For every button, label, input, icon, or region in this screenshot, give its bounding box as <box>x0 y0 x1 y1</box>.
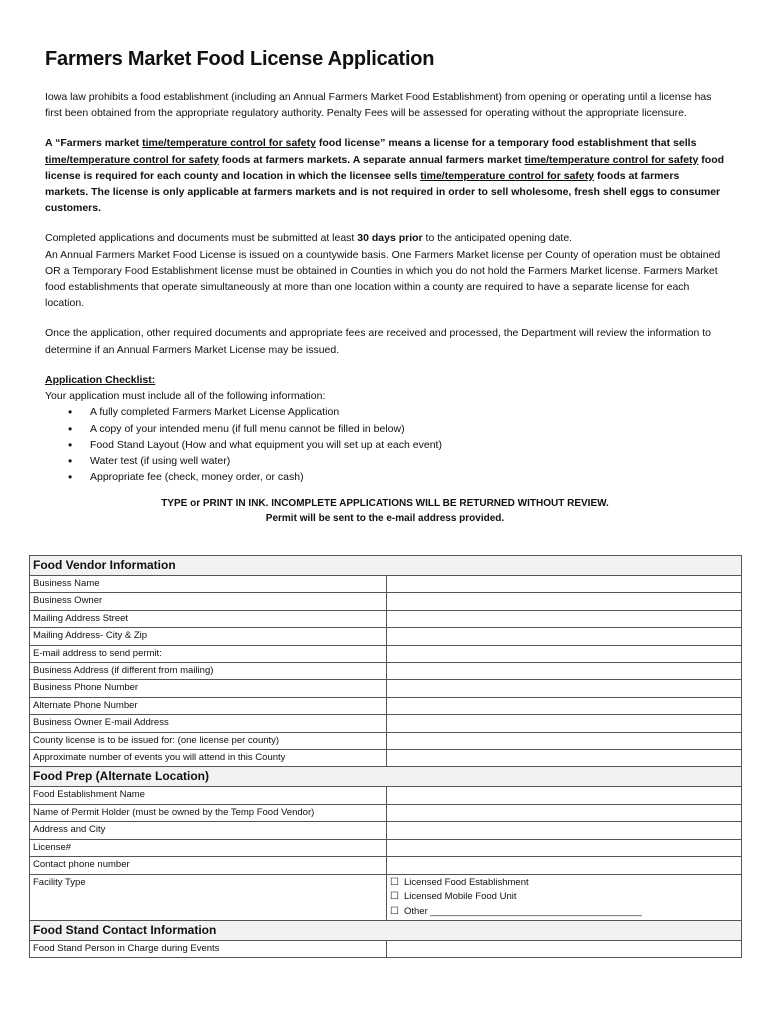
page-title: Farmers Market Food License Application <box>45 48 435 70</box>
field-label: Business Owner <box>30 593 387 610</box>
submission-paragraph: Completed applications and documents must be submitted at least 30 days prior to the anticipated opening date. An Annual Farmers Market Food License is issued on a countywide basis. One Farmers Market license per County of operation must be obtained OR a Temporary Food Establishment license must be obtained in Counties in which you do not hold the Farmers Market license. Farmers Market food establishments that operate simultaneously at more than one location within a county are required to have a separate license for each location. <box>45 232 721 310</box>
vendor-section-header <box>30 556 742 576</box>
form-row <box>30 645 742 662</box>
county-field[interactable] <box>387 732 742 749</box>
field-label: Business Owner E-mail Address <box>30 715 387 732</box>
application-form-table <box>29 555 742 958</box>
business-address-field[interactable] <box>387 663 742 680</box>
field-label: Address and City <box>30 822 387 839</box>
application-checklist <box>45 372 725 486</box>
intro-paragraph: Iowa law prohibits a food establishment (including an Annual Farmers Market Food Establishment) from opening or operating until a license has first been obtained from the appropriate regulatory authority. Penalty Fees will be assessed for operating without the appropriate licensure. <box>45 91 712 120</box>
business-name-field[interactable] <box>387 576 742 593</box>
field-label: Business Name <box>30 576 387 593</box>
checkbox-icon[interactable]: ☐ <box>390 876 399 888</box>
form-row <box>30 610 742 627</box>
mailing-street-field[interactable] <box>387 610 742 627</box>
field-label: Mailing Address- City & Zip <box>30 628 387 645</box>
ink-notice <box>45 496 725 527</box>
permit-email-field[interactable] <box>387 645 742 662</box>
form-row <box>30 804 742 821</box>
checklist-item: • Water test (if using well water) <box>90 453 725 469</box>
checklist-item: • A copy of your intended menu (if full menu cannot be filled in below) <box>90 421 725 437</box>
form-row <box>30 750 742 767</box>
checkbox-icon[interactable]: ☐ <box>390 891 399 902</box>
field-label: Contact phone number <box>30 857 387 874</box>
event-count-field[interactable] <box>387 750 742 767</box>
form-row <box>30 822 742 839</box>
document-page <box>45 48 725 527</box>
definition-paragraph: A “Farmers market time/temperature control for safety food license” means a license for a temporary food establishment that sells time/temperature control for safety foods at farmers markets. A separate annual farmers market time/temperature control for safety food license is required for each county and location in which the licensee sells time/temperature control for safety foods at farmers markets. The license is only applicable at farmers markets and is not required in order to sell wholesome, fresh shell eggs to consumer customers. <box>45 137 725 215</box>
form-row <box>30 593 742 610</box>
notice-line-1: TYPE or PRINT IN INK. INCOMPLETE APPLICATIONS WILL BE RETURNED WITHOUT REVIEW. <box>161 497 609 509</box>
field-label: Food Stand Person in Charge during Events <box>30 941 387 958</box>
business-owner-field[interactable] <box>387 593 742 610</box>
checklist-title: Application Checklist: <box>45 373 156 386</box>
checklist-item: • Appropriate fee (check, money order, or cash) <box>90 469 725 485</box>
field-label: Name of Permit Holder (must be owned by the Temp Food Vendor) <box>30 804 387 821</box>
form-row <box>30 663 742 680</box>
review-paragraph: Once the application, other required documents and appropriate fees are received and processed, the Department will review the information to determine if an Annual Farmers Market License may be issued. <box>45 327 711 356</box>
person-in-charge-field[interactable] <box>387 941 742 958</box>
mailing-city-zip-field[interactable] <box>387 628 742 645</box>
address-city-field[interactable] <box>387 822 742 839</box>
notice-line-2: Permit will be sent to the e-mail address provided. <box>265 513 505 525</box>
form-row <box>30 941 742 958</box>
facility-option[interactable]: ☐ Other ________________________________________ <box>390 905 738 920</box>
checklist-list <box>45 404 725 485</box>
license-number-field[interactable] <box>387 839 742 856</box>
field-label: License# <box>30 839 387 856</box>
form-row <box>30 787 742 804</box>
form-row <box>30 697 742 714</box>
checklist-lead: Your application must include all of the following information: <box>45 390 326 403</box>
owner-email-field[interactable] <box>387 715 742 732</box>
facility-option[interactable]: ☐ Licensed Food Establishment <box>390 876 738 891</box>
field-label: Business Address (if different from mailing) <box>30 663 387 680</box>
field-label: Food Establishment Name <box>30 787 387 804</box>
business-phone-field[interactable] <box>387 680 742 697</box>
permit-holder-field[interactable] <box>387 804 742 821</box>
contact-phone-field[interactable] <box>387 857 742 874</box>
field-label: Facility Type <box>30 874 387 921</box>
section-title: Food Stand Contact Information <box>30 921 742 941</box>
field-label: Approximate number of events you will attend in this County <box>30 750 387 767</box>
facility-type-options <box>387 874 742 921</box>
form-row <box>30 628 742 645</box>
prep-section-header <box>30 767 742 787</box>
section-title: Food Prep (Alternate Location) <box>30 767 742 787</box>
checklist-item: • A fully completed Farmers Market License Application <box>90 404 725 420</box>
section-title: Food Vendor Information <box>30 556 742 576</box>
field-label: Alternate Phone Number <box>30 697 387 714</box>
form-row <box>30 874 742 921</box>
checkbox-icon[interactable]: ☐ <box>390 905 399 917</box>
form-row <box>30 732 742 749</box>
form-row <box>30 680 742 697</box>
form-row <box>30 839 742 856</box>
field-label: Mailing Address Street <box>30 610 387 627</box>
field-label: Business Phone Number <box>30 680 387 697</box>
field-label: County license is to be issued for: (one license per county) <box>30 732 387 749</box>
stand-section-header <box>30 921 742 941</box>
facility-option[interactable]: ☐ Licensed Mobile Food Unit <box>390 890 738 905</box>
form-row <box>30 857 742 874</box>
form-row <box>30 715 742 732</box>
form-row <box>30 576 742 593</box>
establishment-name-field[interactable] <box>387 787 742 804</box>
alternate-phone-field[interactable] <box>387 697 742 714</box>
field-label: E-mail address to send permit: <box>30 645 387 662</box>
checklist-item: • Food Stand Layout (How and what equipment you will set up at each event) <box>90 437 725 453</box>
